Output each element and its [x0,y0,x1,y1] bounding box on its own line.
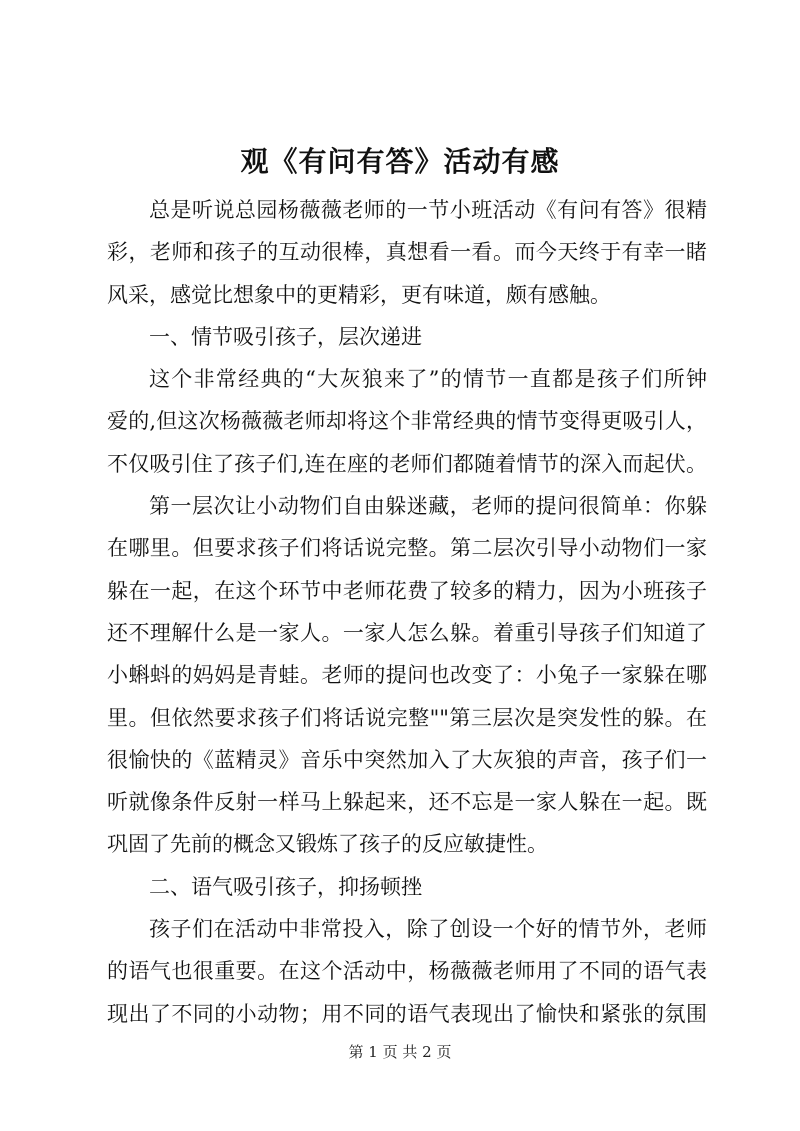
section-heading: 一、情节吸引孩子，层次递进 [149,324,422,349]
paragraph-line: 这个非常经典的“大灰狼来了”的情节一直都是孩子们所钟 [149,367,707,392]
paragraph-line: 小蝌蚪的妈妈是青蛙。老师的提问也改变了：小兔子一家躲在哪 [107,663,707,688]
paragraph-line: 现出了不同的小动物；用不同的语气表现出了愉快和紧张的氛围 [107,1001,707,1026]
paragraph-line: 还不理解什么是一家人。一家人怎么躲。着重引导孩子们知道了 [107,620,707,645]
paragraph-line: 彩，老师和孩子的互动很棒，真想看一看。而今天终于有幸一睹 [107,240,707,265]
paragraph-line: 风采，感觉比想象中的更精彩，更有味道，颇有感触。 [107,282,611,307]
paragraph-line: 爱的,但这次杨薇薇老师却将这个非常经典的情节变得更吸引人， [107,409,707,434]
document-title: 观《有问有答》活动有感 [240,145,560,178]
paragraph-line: 不仅吸引住了孩子们,连在座的老师们都随着情节的深入而起伏。 [107,451,707,476]
paragraph-line: 总是听说总园杨薇薇老师的一节小班活动《有问有答》很精 [149,198,707,222]
paragraph-line: 巩固了先前的概念又锻炼了孩子的反应敏捷性。 [107,832,548,857]
paragraph-line: 孩子们在活动中非常投入，除了创设一个好的情节外，老师 [149,917,707,942]
document-body [107,189,707,1035]
paragraph-line: 躲在一起，在这个环节中老师花费了较多的精力，因为小班孩子 [107,578,707,603]
paragraph-line: 听就像条件反射一样马上躲起来，还不忘是一家人躲在一起。既 [107,790,707,815]
paragraph-line: 在哪里。但要求孩子们将话说完整。第二层次引导小动物们一家 [107,536,707,561]
paragraph-line: 里。但依然要求孩子们将话说完整""第三层次是突发性的躲。在 [107,705,707,730]
paragraph-line: 的语气也很重要。在这个活动中，杨薇薇老师用了不同的语气表 [107,959,707,984]
paragraph-line: 第一层次让小动物们自由躲迷藏，老师的提问很简单：你躲 [149,494,707,519]
page-footer: 第 1 页 共 2 页 [348,1043,452,1061]
paragraph-line: 很愉快的《蓝精灵》音乐中突然加入了大灰狼的声音，孩子们一 [107,747,707,772]
section-heading: 二、语气吸引孩子，抑扬顿挫 [149,874,422,899]
